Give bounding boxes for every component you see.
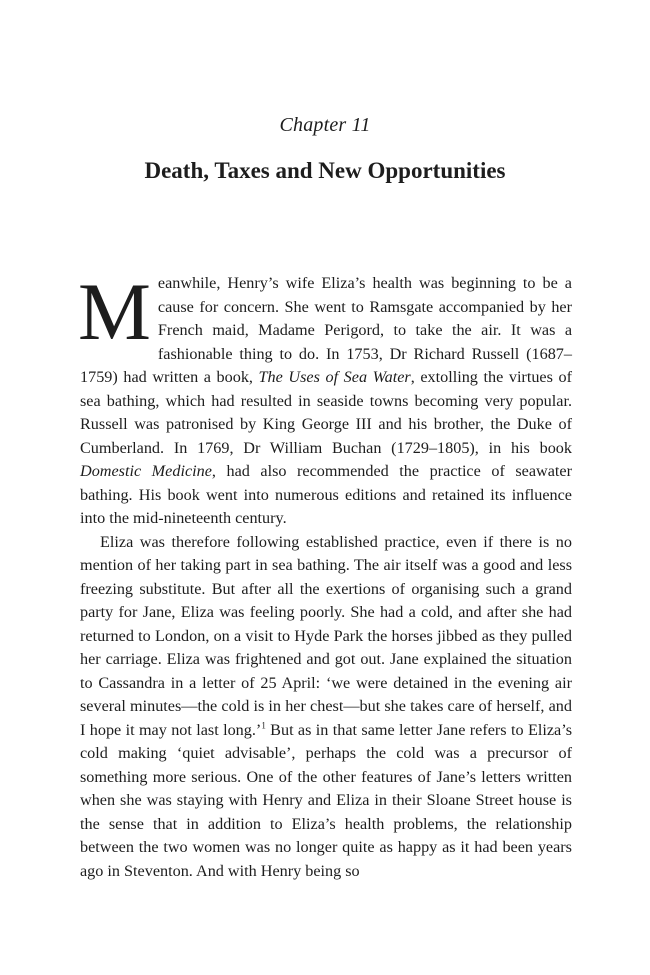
book-title-domestic-medicine: Domestic Medicine xyxy=(80,462,212,480)
drop-cap: M xyxy=(78,266,151,357)
paragraph-1-text-b: , extolling the virtues of sea bathing, which had resulted in seaside towns becoming very popular. Russell was patronised by King George III and his brother, the Duke of Cumberland. In 1769, Dr William Buchan (1729–1805), in his book xyxy=(80,368,572,457)
paragraph-1-text-a: eanwhile, Henry’s wife Eliza’s health was beginning to be a cause for concern. She went to Ramsgate accompanied by her French maid, Madame Perigord, to take the air. It was a fashionable thing to do. In 1753, Dr Richard Russell (1687–1759) had written a book, xyxy=(80,274,572,386)
paragraph-2 xyxy=(80,531,572,884)
footnote-reference: 1 xyxy=(261,720,266,731)
paragraph-2-text-a: Eliza was therefore following established practice, even if there is no mention of her taking part in sea bathing. The air itself was a good and less freezing substitute. But after all the exertions of organising such a grand party for Jane, Eliza was feeling poorly. She had a cold, and after she had returned to London, on a visit to Hyde Park the horses jibbed as they pulled her carriage. Eliza was frightened and got out. Jane explained the situation to Cassandra in a letter of 25 April: ‘we were detained in the evening air several minutes—the cold is in her chest—but she takes care of herself, and I hope it may not last long.’ xyxy=(80,532,572,739)
chapter-body xyxy=(78,266,572,883)
chapter-number: Chapter 11 xyxy=(279,114,371,136)
paragraph-2-text-b: But as in that same letter Jane refers to Eliza’s cold making ‘quiet advisable’, perhaps the cold was a precursor of something more serious. One of the other features of Jane’s letters written when she was staying with Henry and Eliza in their Sloane Street house is the sense that in addition to Eliza’s health problems, the relationship between the two women was no longer quite as happy as it had been years ago in Steventon. And with Henry being so xyxy=(80,720,572,880)
paragraph-1 xyxy=(78,266,572,531)
chapter-title: Death, Taxes and New Opportunities xyxy=(144,158,506,183)
book-title-uses-of-sea-water: The Uses of Sea Water xyxy=(258,368,411,386)
paragraph-1-text-c: , had also recommended the practice of seawater bathing. His book went into numerous editions and retained its influence into the mid-nineteenth century. xyxy=(80,462,572,527)
